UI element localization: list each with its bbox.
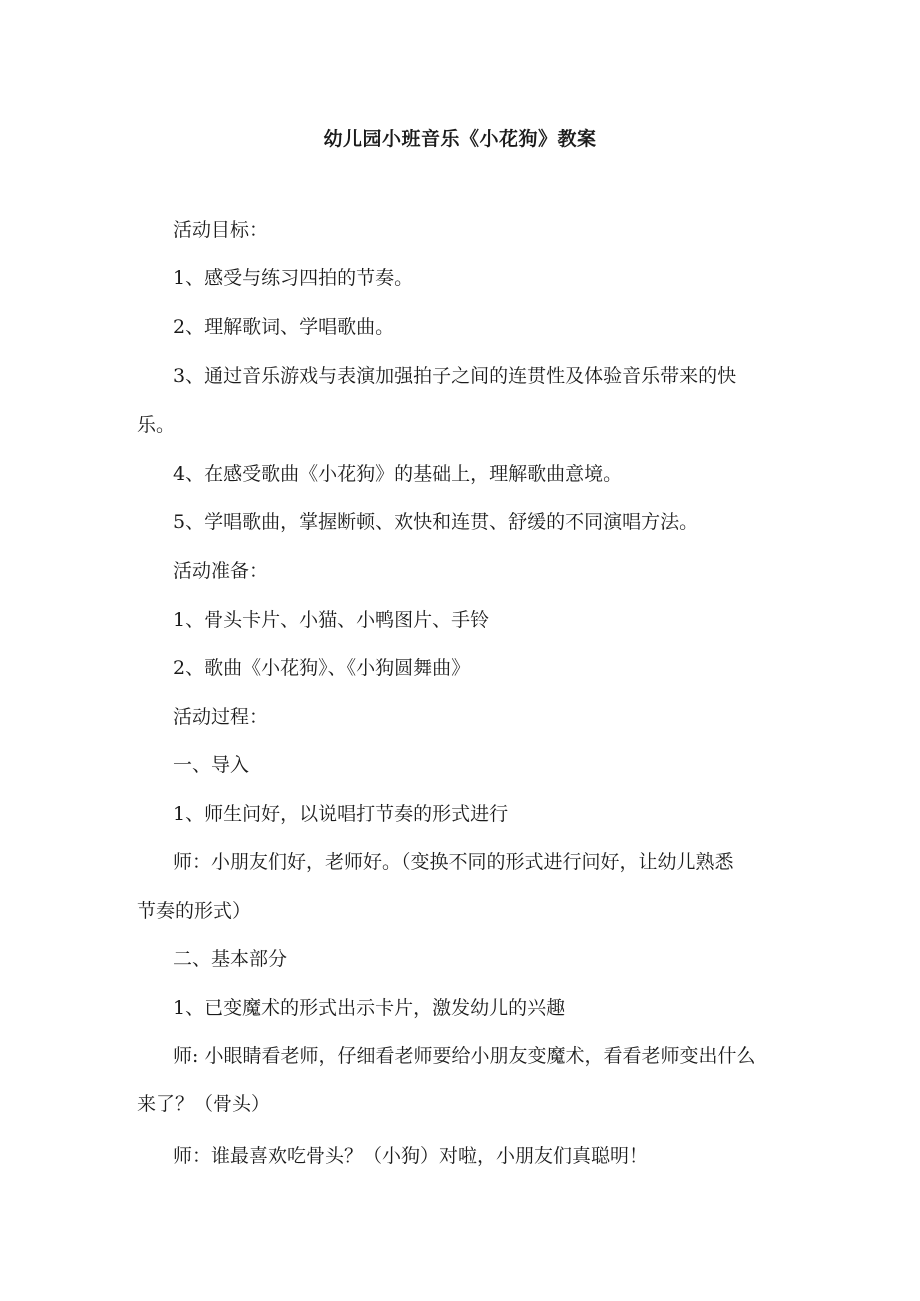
section-heading-objectives: 活动目标： bbox=[173, 219, 269, 241]
dialogue-line: 师: 小眼睛看老师，仔细看老师要给小朋友变魔术，看看老师变出什么 bbox=[173, 1045, 756, 1067]
process-item: 1、已变魔术的形式出示卡片，激发幼儿的兴趣 bbox=[173, 997, 566, 1019]
preparation-item: 2、歌曲《小花狗》、《小狗圆舞曲》 bbox=[173, 657, 471, 679]
dialogue-line: 师：谁最喜欢吃骨头？（小狗）对啦，小朋友们真聪明！ bbox=[173, 1145, 649, 1167]
objective-item-continuation: 乐。 bbox=[137, 414, 176, 436]
objective-item: 4、在感受歌曲《小花狗》的基础上，理解歌曲意境。 bbox=[173, 463, 623, 485]
process-subheading: 二、基本部分 bbox=[173, 948, 288, 970]
process-subheading: 一、导入 bbox=[173, 754, 250, 776]
section-heading-process: 活动过程： bbox=[173, 706, 269, 728]
preparation-item: 1、骨头卡片、小猫、小鸭图片、手铃 bbox=[173, 609, 490, 631]
objective-item: 3、通过音乐游戏与表演加强拍子之间的连贯性及体验音乐带来的快 bbox=[173, 365, 737, 387]
objective-item: 5、学唱歌曲，掌握断顿、欢快和连贯、舒缓的不同演唱方法。 bbox=[173, 511, 699, 533]
dialogue-line-continuation: 节奏的形式） bbox=[137, 900, 252, 922]
objective-item: 2、理解歌词、学唱歌曲。 bbox=[173, 316, 395, 338]
process-item: 1、师生问好，以说唱打节奏的形式进行 bbox=[173, 803, 509, 825]
section-heading-preparation: 活动准备： bbox=[173, 560, 269, 582]
dialogue-line: 师：小朋友们好，老师好。（变换不同的形式进行问好，让幼儿熟悉 bbox=[173, 851, 734, 873]
objective-item: 1、感受与练习四拍的节奏。 bbox=[173, 267, 414, 289]
dialogue-line-continuation: 来了？（骨头） bbox=[137, 1093, 271, 1115]
document-title: 幼儿园小班音乐《小花狗》教案 bbox=[323, 128, 597, 150]
